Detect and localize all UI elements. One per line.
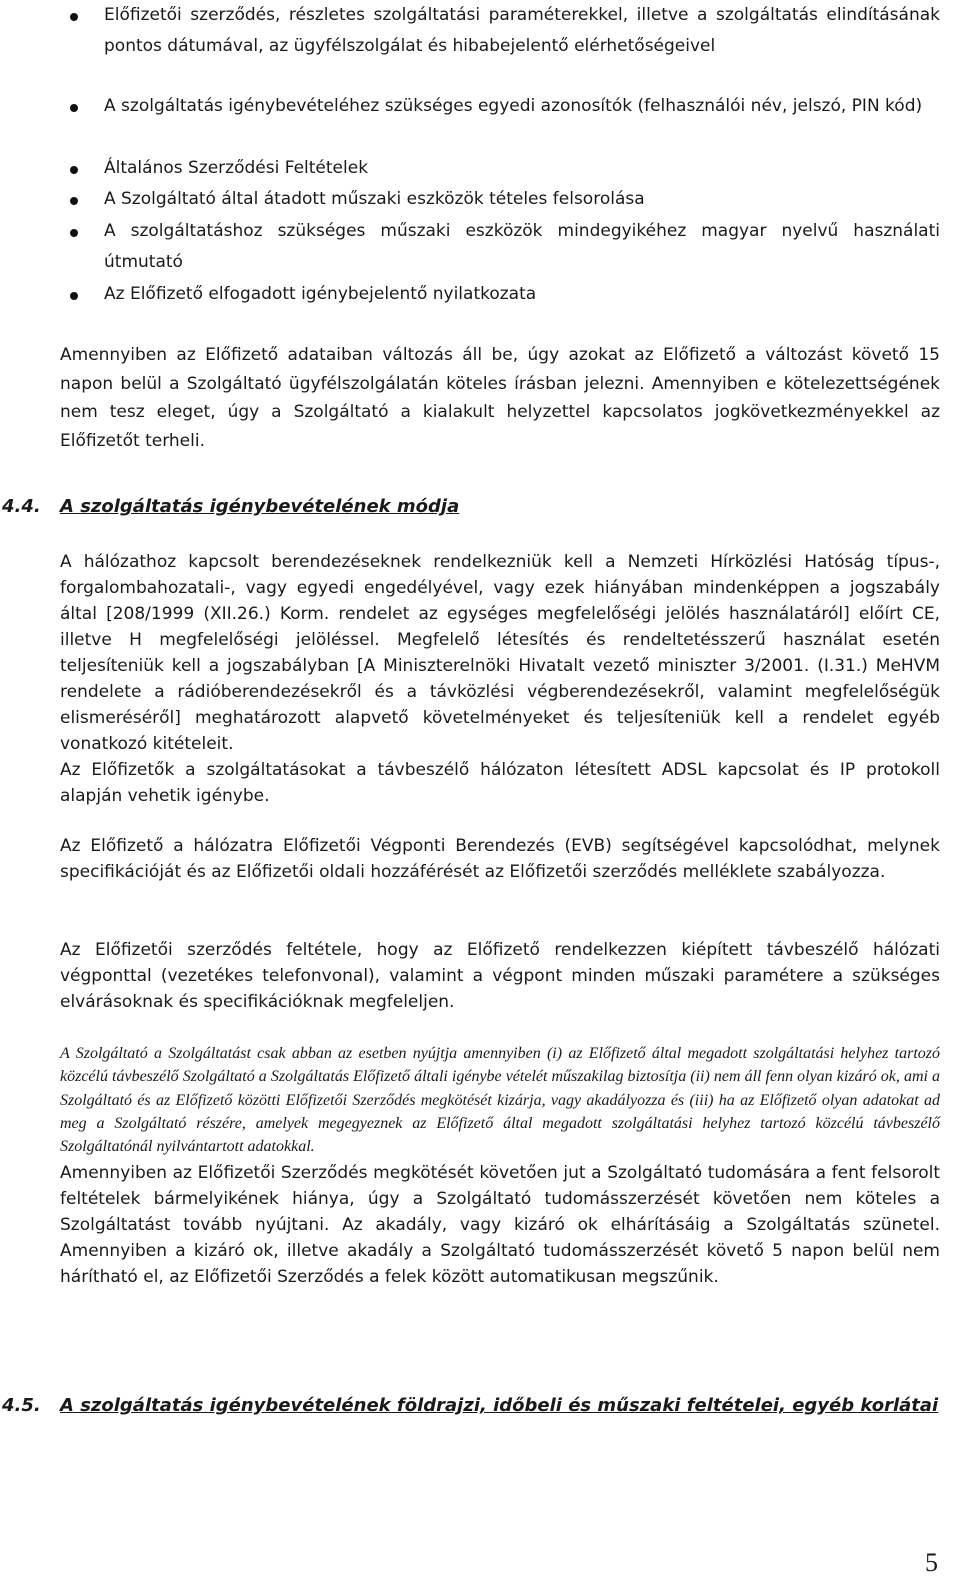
section-number: 4.4.: [2, 496, 41, 517]
bullet-icon: [70, 197, 78, 205]
list-item-text: A szolgáltatáshoz szükséges műszaki eszközök mindegyikéhez magyar nyelvű használati útmutató: [104, 221, 940, 272]
paragraph-devices: A hálózathoz kapcsolt berendezéseknek rendelkezniük kell a Nemzeti Hírközlési Hatóság típus-, forgalombahozatali-, vagy egyedi engedélyével, vagy ezek hiányában mindenképpen a jogszabály által [208/1999 (XII.26.) Korm. rendelet az egységes megfelelőségi jelölés használatáról] előírt CE, illetve H megfelelőségi jelöléssel. Megfelelő létesítés és rendeltetésszerű használat esetén teljesíteniük kell a jogszabályban [A Miniszterelnöki Hivatalt vezető miniszter 3/2001. (I.31.) MeHVM rendelete a rádióberendezésekről és a távközlési végberendezésekről, valamint megfelelőségük elismeréséről] meghatározott alapvető követelményeket és teljesíteniük kell a rendelet egyéb vonatkozó kitételeit.: [60, 552, 940, 754]
paragraph-condition: Az Előfizetői szerződés feltétele, hogy az Előfizető rendelkezzen kiépített távbeszélő hálózati végponttal (vezetékes telefonvonal), valamint a végpont minden műszaki paramétere a szükséges elvárásoknak és specifikációknak megfeleljen.: [60, 940, 940, 1012]
list-item-text: Általános Szerződési Feltételek: [104, 158, 369, 178]
bullet-icon: [70, 292, 78, 300]
list-item-text: A Szolgáltató által átadott műszaki eszközök tételes felsorolása: [104, 189, 645, 209]
bullet-icon: [70, 166, 78, 174]
section-title: A szolgáltatás igénybevételének földrajzi, időbeli és műszaki feltételei, egyéb korlátai: [60, 1395, 939, 1416]
list-item-text: Az Előfizető elfogadott igénybejelentő nyilatkozata: [104, 284, 537, 304]
bullet-icon: [70, 13, 78, 21]
bullet-icon: [70, 104, 78, 112]
section-number: 4.5.: [2, 1395, 41, 1416]
paragraph-obstacle: Amennyiben az Előfizetői Szerződés megkötését követően jut a Szolgáltató tudomására a fent felsorolt feltételek bármelyikének hiánya, úgy a Szolgáltató tudomásszerzését követően nem köteles a Szolgáltatást tovább nyújtani. Az akadály, vagy kizáró ok elhárításáig a Szolgáltatás szünetel. Amennyiben a kizáró ok, illetve akadály a Szolgáltató tudomásszerzését követő 5 napon belül nem hárítható el, az Előfizetői Szerződés a felek között automatikusan megszűnik.: [60, 1163, 940, 1287]
paragraph-evb: Az Előfizető a hálózatra Előfizetői Végponti Berendezés (EVB) segítségével kapcsolódhat, melynek specifikációját és az Előfizetői oldali hozzáférését az Előfizetői szerződés melléklete szabályozza.: [60, 836, 940, 882]
list-item-text: Előfizetői szerződés, részletes szolgáltatási paraméterekkel, illetve a szolgáltatás elindításának pontos dátumával, az ügyfélszolgálat és hibabejelentő elérhetőségeivel: [104, 5, 940, 56]
bullet-icon: [70, 229, 78, 237]
list-item-text: A szolgáltatás igénybevételéhez szükséges egyedi azonosítók (felhasználói név, jelszó, PIN kód): [104, 96, 923, 116]
section-title: A szolgáltatás igénybevételének módja: [60, 496, 460, 517]
paragraph-italic-conditions: A Szolgáltató a Szolgáltatást csak abban az esetben nyújtja amennyiben (i) az Előfizető által megadott szolgáltatási helyhez tartozó közcélú távbeszélő Szolgáltató a Szolgáltatás Előfizető általi igénybe vételét műszakilag biztosítja (ii) nem áll fenn olyan kizáró ok, ami a Szolgáltató és az Előfizető közötti Előfizetői Szerződés megkötését kizárja, vagy akadályozza és (iii) ha az Előfizető olyan adatokat ad meg a Szolgáltató részére, amelyek megegyeznek az Előfizető által megadott szolgáltatási helyhez tartozó közcélú távbeszélő Szolgáltatónál nyilvántartott adatokkal.: [60, 1045, 940, 1156]
paragraph-data-change: Amennyiben az Előfizető adataiban változás áll be, úgy azokat az Előfizető a változást követő 15 napon belül a Szolgáltató ügyfélszolgálatán köteles írásban jelezni. Amennyiben e kötelezettségének nem tesz eleget, úgy a Szolgáltató a kialakult helyzettel kapcsolatos jogkövetkezményekkel az Előfizetőt terheli.: [60, 345, 940, 451]
paragraph-adsl: Az Előfizetők a szolgáltatásokat a távbeszélő hálózaton létesített ADSL kapcsolat és IP protokoll alapján vehetik igénybe.: [60, 760, 940, 806]
page-number: 5: [925, 1548, 938, 1577]
